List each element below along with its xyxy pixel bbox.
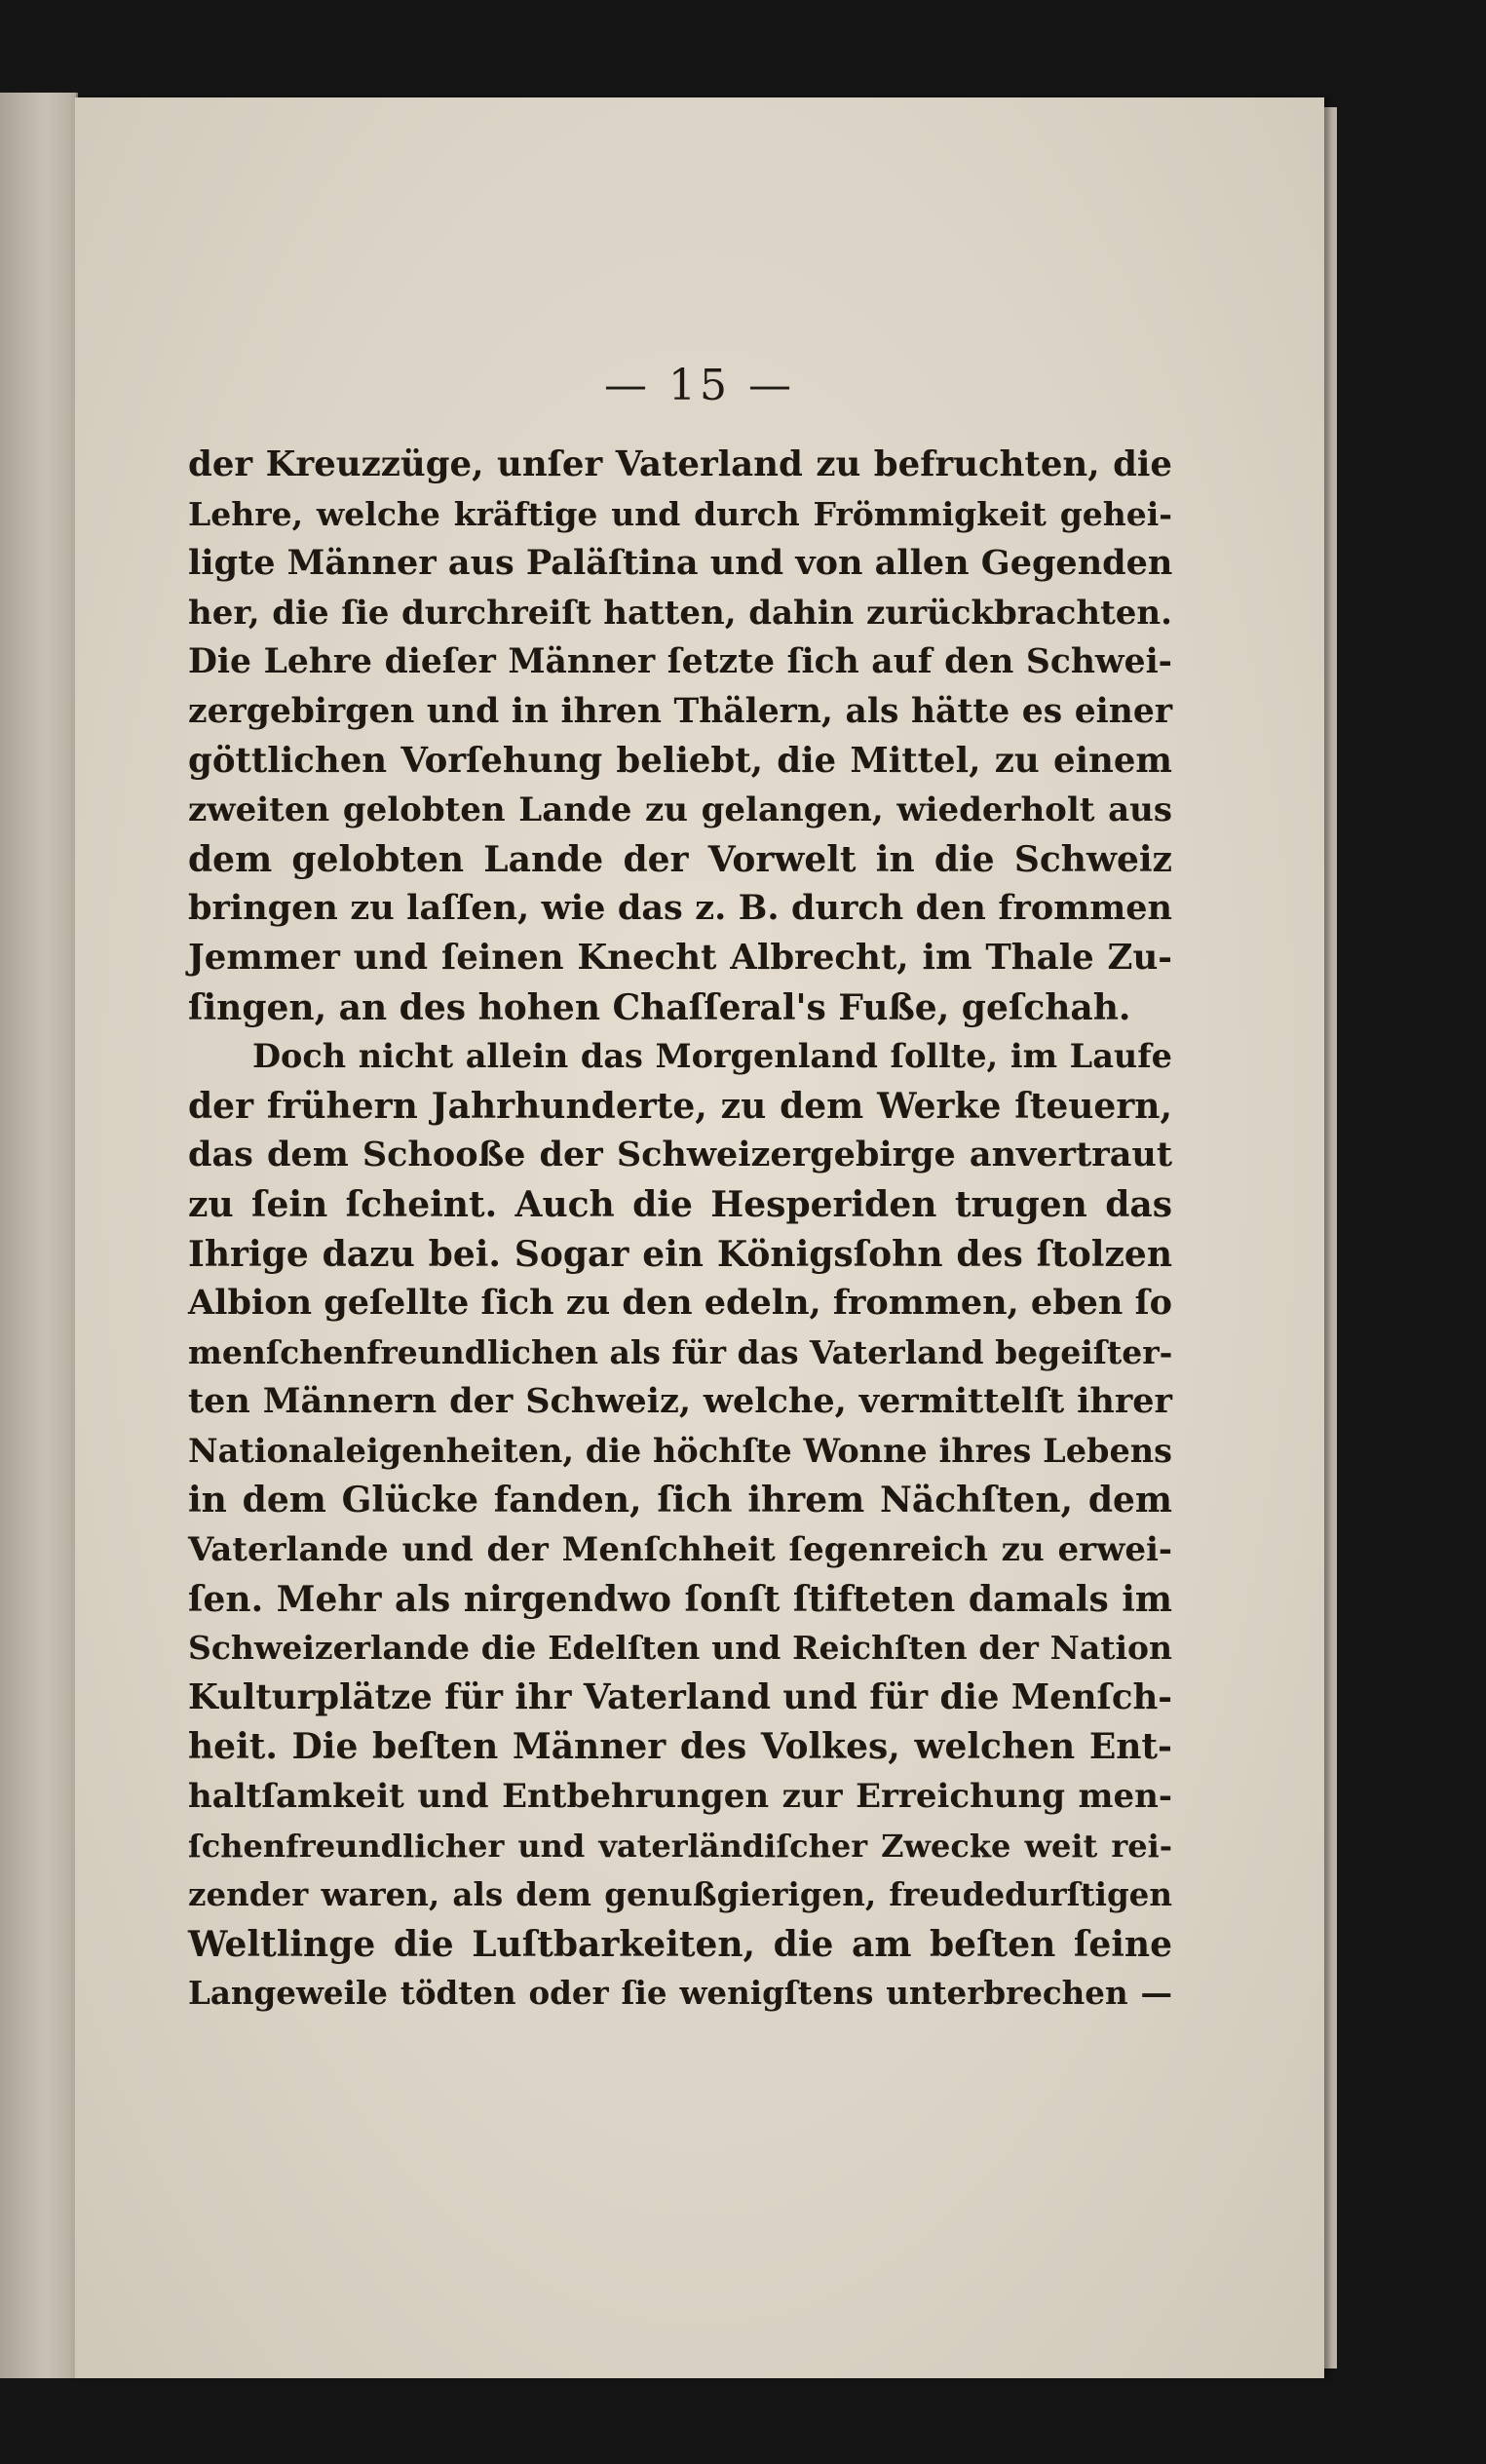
- text-line: Kulturplätze für ihr Vaterland und für die Menſch-: [188, 1676, 1172, 1717]
- text-line: Albion geſellte ſich zu den edeln, frommen, eben ſo: [188, 1283, 1172, 1324]
- text-line: Weltlinge die Luſtbarkeiten, die am beſten ſeine: [188, 1923, 1172, 1965]
- page-number: — 15 —: [604, 361, 795, 410]
- text-line: menſchenfreundlichen als für das Vaterland begeiſter-: [188, 1332, 1173, 1371]
- text-line: dem gelobten Lande der Vorwelt in die Schweiz: [188, 838, 1172, 880]
- text-line: der Kreuzzüge, unſer Vaterland zu befruchten, die: [188, 444, 1172, 484]
- text-line: Jemmer und ſeinen Knecht Albrecht, im Thale Zu-: [188, 937, 1172, 978]
- page-stack-edge: [1327, 107, 1337, 2368]
- text-line: zergebirgen und in ihren Thälern, als hätte es einer: [188, 691, 1172, 731]
- text-line: bringen zu laſſen, wie das z. B. durch den frommen: [188, 888, 1172, 929]
- text-line: Vaterlande und der Menſchheit ſegenreich zu erwei-: [188, 1530, 1172, 1570]
- text-line: Ihrige dazu bei. Sogar ein Königsſohn des ſtolzen: [188, 1233, 1172, 1275]
- text-line: der frühern Jahrhunderte, zu dem Werke ſteuern,: [188, 1085, 1172, 1127]
- text-line: Lehre, welche kräftige und durch Frömmigkeit gehei-: [188, 494, 1172, 533]
- text-line: zu ſein ſcheint. Auch die Hesperiden trugen das: [188, 1183, 1172, 1225]
- text-line: ſchenfreundlicher und vaterländiſcher Zwecke weit rei-: [188, 1827, 1172, 1865]
- text-line: göttlichen Vorſehung beliebt, die Mittel, zu einem: [188, 740, 1172, 781]
- text-line: ligte Männer aus Paläſtina und von allen Gegenden: [188, 543, 1173, 584]
- text-line: das dem Schooße der Schweizergebirge anvertraut: [188, 1135, 1172, 1175]
- text-line: zweiten gelobten Lande zu gelangen, wiederholt aus: [188, 790, 1172, 830]
- previous-page-edge: [0, 93, 78, 2378]
- text-line: Doch nicht allein das Morgenland ſollte, im Laufe: [252, 1037, 1172, 1076]
- text-line: heit. Die beſten Männer des Volkes, welchen Ent-: [188, 1726, 1172, 1768]
- text-line: Die Lehre dieſer Männer ſetzte ſich auf den Schwei-: [188, 642, 1172, 682]
- text-line: her, die ſie durchreiſt hatten, dahin zurückbrachten.: [188, 593, 1172, 633]
- text-line: ſingen, an des hohen Chaſſeral's Fuße, geſchah.: [188, 986, 1131, 1028]
- body-text: [188, 441, 1172, 2019]
- text-line: Schweizerlande die Edelſten und Reichſten der Nation: [188, 1629, 1172, 1668]
- text-line: ten Männern der Schweiz, welche, vermittelſt ihrer: [188, 1381, 1172, 1422]
- text-line: Nationaleigenheiten, die höchſte Wonne ihres Lebens: [188, 1431, 1172, 1470]
- text-line: in dem Glücke fanden, ſich ihrem Nächſten, dem: [188, 1480, 1172, 1521]
- text-line: zender waren, als dem genußgierigen, freudedurſtigen: [188, 1875, 1172, 1914]
- text-line: ſen. Mehr als nirgendwo ſonſt ſtifteten damals im: [188, 1578, 1172, 1620]
- text-line: Langeweile tödten oder ſie wenigſtens unterbrechen —: [188, 1974, 1172, 2013]
- text-line: haltſamkeit und Entbehrungen zur Erreichung men-: [188, 1777, 1172, 1817]
- book-page: [72, 97, 1324, 2378]
